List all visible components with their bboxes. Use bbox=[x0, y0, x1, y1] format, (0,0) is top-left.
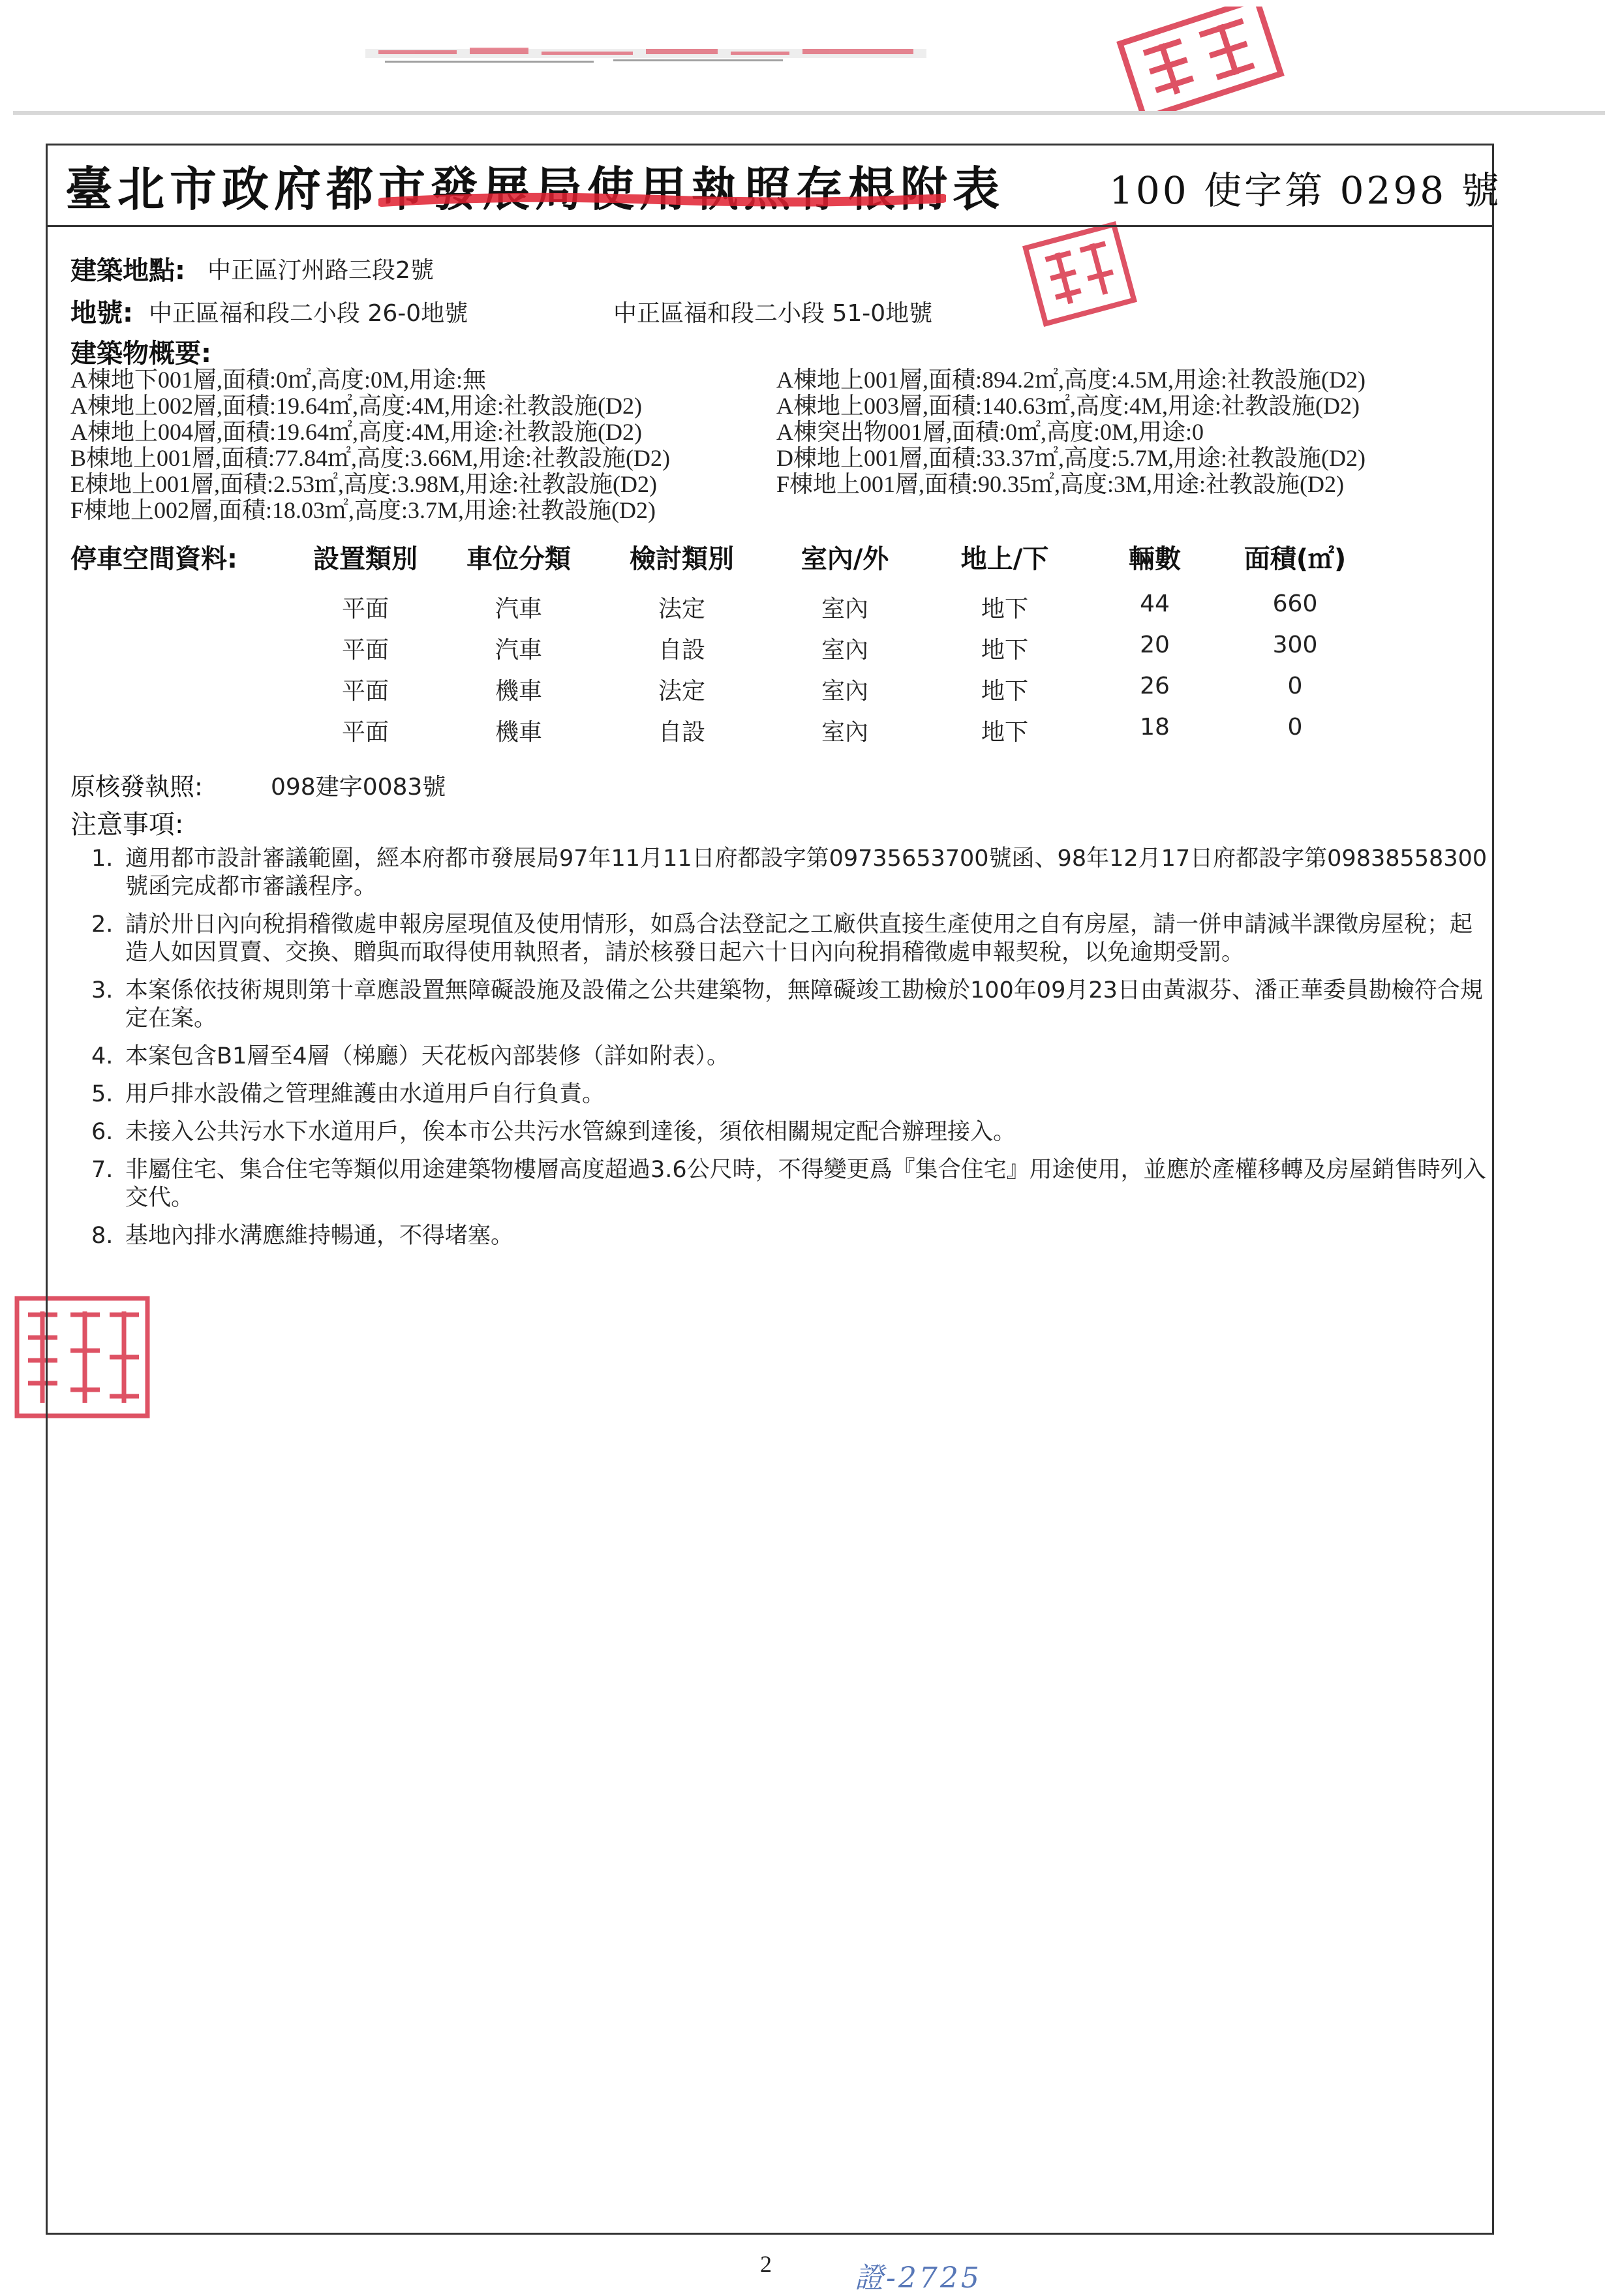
location-label: 建築地點: bbox=[70, 256, 185, 286]
note-text: 非屬住宅、集合住宅等類似用途建築物樓層高度超過3.6公尺時，不得變更爲『集合住宅』用途使用，並應於產權移轉及房屋銷售時列入交代。 bbox=[125, 1157, 1486, 1211]
parking-cell: 18 bbox=[1140, 714, 1170, 741]
parking-header-cell: 車位分類 bbox=[466, 544, 571, 574]
parking-header-cell: 地上/下 bbox=[960, 544, 1049, 574]
parking-cell: 汽車 bbox=[495, 596, 543, 622]
floor-entry: A棟地上001層,面積:894.2㎡,高度:4.5M,用途:社教設施(D2) bbox=[776, 367, 1366, 393]
parking-cell: 汽車 bbox=[495, 637, 543, 664]
parking-cell: 室內 bbox=[821, 596, 869, 622]
overview-left-column bbox=[70, 367, 670, 523]
parking-cell: 平面 bbox=[341, 596, 389, 622]
parking-cell: 地下 bbox=[981, 596, 1029, 622]
note-text: 用戶排水設備之管理維護由水道用戶自行負責。 bbox=[125, 1081, 605, 1107]
parking-header-cell: 檢討類別 bbox=[630, 544, 734, 574]
parking-cell: 地下 bbox=[981, 637, 1029, 664]
parking-header-cell: 面積(㎡) bbox=[1244, 544, 1347, 574]
parking-header-cell: 設置類別 bbox=[313, 544, 418, 574]
note-number: 2. bbox=[91, 911, 114, 938]
red-strike-mark bbox=[378, 183, 946, 215]
note-number: 5. bbox=[91, 1081, 114, 1107]
scan-edge-line bbox=[13, 111, 1605, 115]
parking-cell: 300 bbox=[1272, 632, 1318, 658]
parking-cell: 地下 bbox=[981, 678, 1029, 705]
floor-entry: E棟地上001層,面積:2.53㎡,高度:3.98M,用途:社教設施(D2) bbox=[70, 471, 657, 497]
note-text: 本案係依技術規則第十章應設置無障礙設施及設備之公共建築物，無障礙竣工勘檢於100年09月23日由黃淑芬、潘正華委員勘檢符合規定在案。 bbox=[125, 977, 1483, 1032]
location-value: 中正區汀州路三段2號 bbox=[207, 257, 434, 284]
parking-label: 停車空間資料: bbox=[70, 544, 237, 574]
notes-label: 注意事項: bbox=[70, 810, 184, 840]
parking-cell: 法定 bbox=[658, 678, 706, 705]
parking-cell: 平面 bbox=[341, 719, 389, 746]
note-item bbox=[91, 1080, 1488, 1109]
header-divider bbox=[46, 225, 1494, 227]
license-number: 100 使字第 0298 號 bbox=[1109, 168, 1502, 213]
note-text: 基地內排水溝應維持暢通，不得堵塞。 bbox=[125, 1223, 514, 1249]
floor-entry: A棟地上004層,面積:19.64㎡,高度:4M,用途:社教設施(D2) bbox=[70, 419, 642, 445]
original-license-label: 原核發執照: bbox=[70, 773, 203, 801]
note-number: 1. bbox=[91, 846, 114, 872]
note-item bbox=[91, 1222, 1488, 1250]
note-number: 4. bbox=[91, 1043, 114, 1069]
parking-cell: 地下 bbox=[981, 719, 1029, 746]
document-title: 臺北市政府都市發展局使用執照存根附表 bbox=[65, 162, 1005, 217]
parking-cell: 室內 bbox=[821, 719, 869, 746]
scan-smudge bbox=[365, 36, 926, 75]
overview-label: 建築物概要: bbox=[70, 339, 211, 369]
note-item bbox=[91, 911, 1488, 967]
note-number: 7. bbox=[91, 1157, 114, 1183]
parking-cell: 26 bbox=[1140, 673, 1170, 699]
lot-label: 地號: bbox=[70, 298, 133, 328]
note-item bbox=[91, 1156, 1488, 1212]
parking-cell: 室內 bbox=[821, 637, 869, 664]
note-number: 8. bbox=[91, 1223, 114, 1249]
lot-value: 中正區福和段二小段 51-0地號 bbox=[613, 300, 933, 327]
page-number: 2 bbox=[760, 2251, 772, 2277]
notes-list bbox=[91, 845, 1488, 1260]
note-text: 請於卅日內向稅捐稽徵處申報房屋現值及使用情形，如爲合法登記之工廠供直接生產使用之自有房屋，請一併申請減半課徵房屋稅；起造人如因買賣、交換、贈與而取得使用執照者，請於核發日起六十日內向稅捐稽徵處申報契稅，以免逾期受罰。 bbox=[125, 911, 1473, 966]
note-number: 3. bbox=[91, 977, 114, 1003]
parking-cell: 平面 bbox=[341, 678, 389, 705]
serial-stamp: 證-2725 bbox=[855, 2261, 982, 2295]
note-item bbox=[91, 845, 1488, 901]
original-license-value: 098建字0083號 bbox=[271, 774, 446, 801]
parking-cell: 660 bbox=[1272, 590, 1318, 617]
note-number: 6. bbox=[91, 1119, 114, 1145]
note-text: 適用都市設計審議範圍，經本府都市發展局97年11月11日府都設字第09735653700號函、98年12月17日府都設字第09838558300號函完成都市審議程序。 bbox=[125, 846, 1488, 900]
floor-entry: F棟地上002層,面積:18.03㎡,高度:3.7M,用途:社教設施(D2) bbox=[70, 497, 656, 523]
note-text: 本案包含B1層至4層（梯廳）天花板內部裝修（詳如附表）。 bbox=[125, 1043, 730, 1069]
parking-cell: 44 bbox=[1140, 590, 1170, 617]
parking-cell: 0 bbox=[1287, 673, 1303, 699]
floor-entry: F棟地上001層,面積:90.35㎡,高度:3M,用途:社教設施(D2) bbox=[776, 471, 1345, 497]
floor-entry: D棟地上001層,面積:33.37㎡,高度:5.7M,用途:社教設施(D2) bbox=[776, 445, 1366, 471]
parking-cell: 自設 bbox=[658, 719, 706, 746]
parking-cell: 法定 bbox=[658, 596, 706, 622]
parking-cell: 平面 bbox=[341, 637, 389, 664]
floor-entry: A棟地下001層,面積:0㎡,高度:0M,用途:無 bbox=[70, 367, 487, 393]
floor-entry: B棟地上001層,面積:77.84㎡,高度:3.66M,用途:社教設施(D2) bbox=[70, 445, 671, 471]
floor-entry: A棟地上002層,面積:19.64㎡,高度:4M,用途:社教設施(D2) bbox=[70, 393, 642, 419]
parking-cell: 0 bbox=[1287, 714, 1303, 741]
parking-cell: 自設 bbox=[658, 637, 706, 664]
red-seal-icon bbox=[1103, 7, 1298, 111]
note-text: 未接入公共污水下水道用戶，俟本市公共污水管線到達後，須依相關規定配合辦理接入。 bbox=[125, 1119, 1016, 1145]
parking-header-cell: 室內/外 bbox=[801, 544, 889, 574]
overview-right-column bbox=[776, 367, 1366, 497]
parking-cell: 機車 bbox=[495, 678, 543, 705]
lot-value: 中正區福和段二小段 26-0地號 bbox=[149, 300, 468, 327]
parking-cell: 室內 bbox=[821, 678, 869, 705]
parking-cell: 20 bbox=[1140, 632, 1170, 658]
note-item bbox=[91, 977, 1488, 1033]
note-item bbox=[91, 1043, 1488, 1071]
note-item bbox=[91, 1118, 1488, 1146]
parking-cell: 機車 bbox=[495, 719, 543, 746]
floor-entry: A棟突出物001層,面積:0㎡,高度:0M,用途:0 bbox=[776, 419, 1204, 445]
parking-header-cell: 輛數 bbox=[1129, 544, 1181, 574]
floor-entry: A棟地上003層,面積:140.63㎡,高度:4M,用途:社教設施(D2) bbox=[776, 393, 1360, 419]
